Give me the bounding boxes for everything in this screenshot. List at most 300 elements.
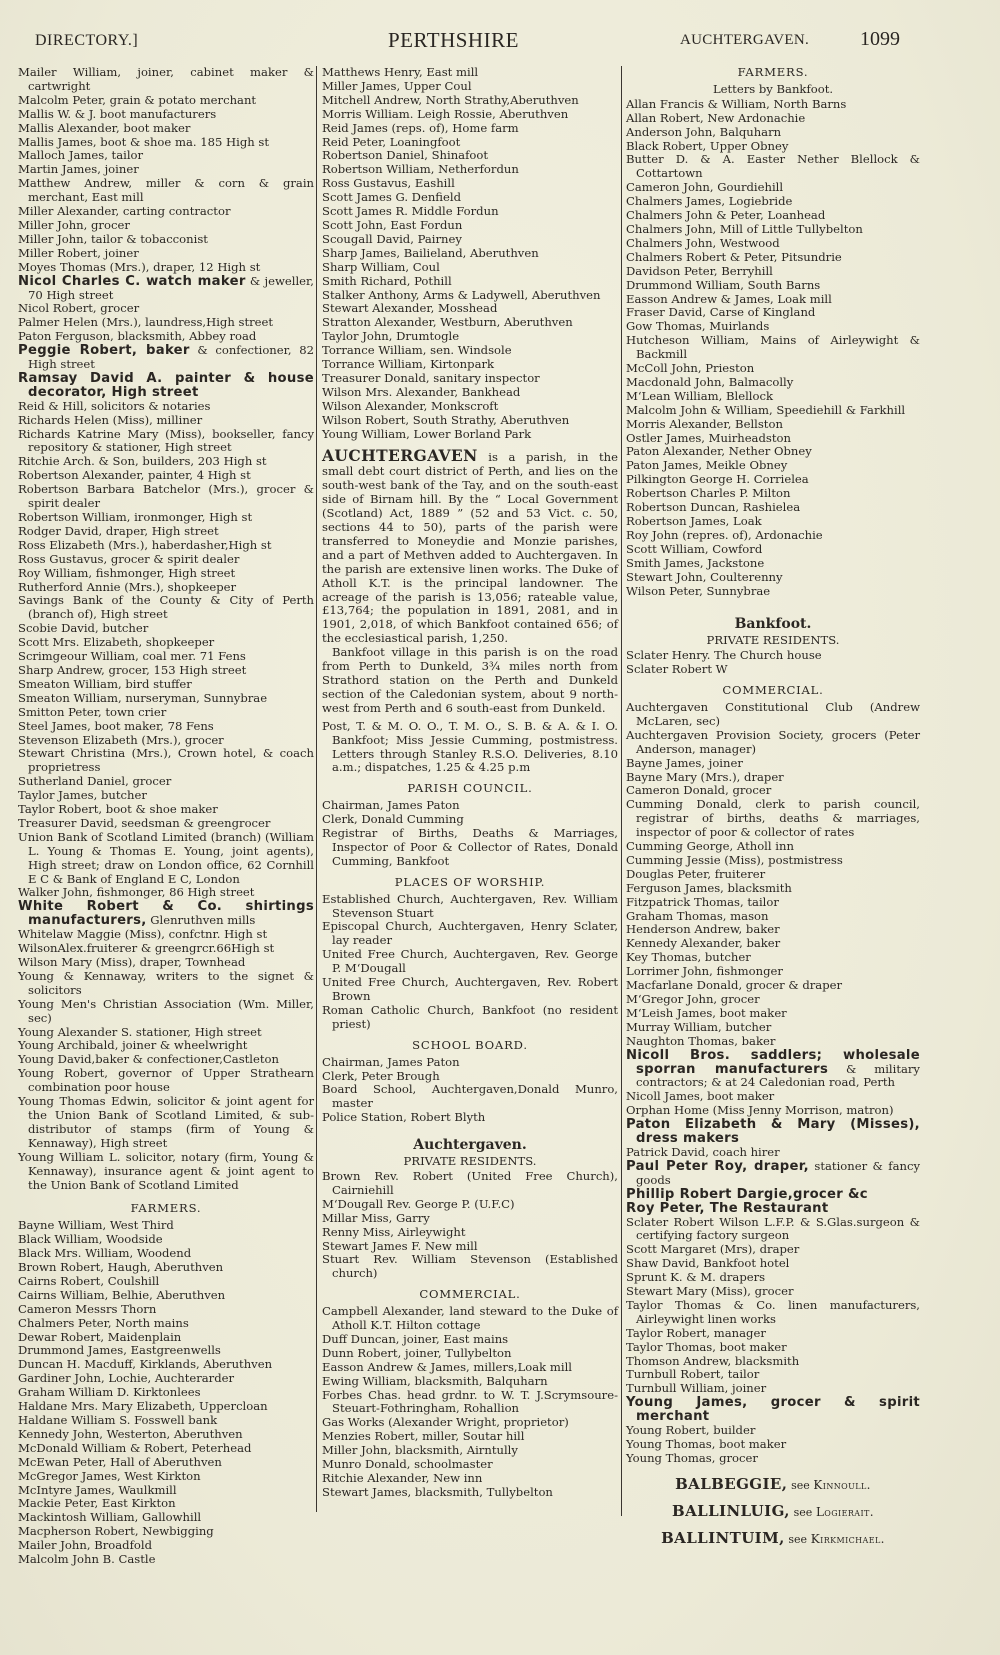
farmer-entry: Smith James, Jackstone — [626, 555, 765, 570]
directory-entry — [18, 428, 314, 456]
commercial-entry — [626, 1202, 920, 1216]
directory-entry-text: Ross Gustavus, grocer & spirit dealer — [18, 551, 240, 566]
commercial-entry-text: Ferguson James, blacksmith — [626, 880, 792, 895]
directory-entry-text: Taylor Robert, boot & shoe maker — [18, 802, 218, 817]
directory-entry-text: WilsonAlex.fruiterer & greengrcr.66High st — [18, 941, 275, 956]
running-header — [0, 28, 1000, 58]
farmer-entry: Gow Thomas, Muirlands — [626, 319, 770, 334]
directory-entry — [18, 886, 314, 900]
farmer-entry: Ross Gustavus, Eashill — [322, 176, 455, 191]
directory-entry — [18, 720, 314, 734]
commercial-entry-text: Thomson Andrew, blacksmith — [626, 1353, 800, 1368]
farmer-entry: Matthews Henry, East mill — [322, 65, 479, 79]
farmer-entry: Scott James R. Middle Fordun — [322, 204, 499, 219]
directory-entry-text: Ross Elizabeth (Mrs.), haberdasher,High st — [18, 537, 272, 552]
xref-target: Kinnoull. — [813, 1477, 871, 1492]
directory-entry — [18, 511, 314, 525]
commercial-entry — [626, 1146, 920, 1160]
directory-entry-text: Miller Robert, joiner — [18, 245, 139, 260]
school-board-entry: Clerk, Peter Brough — [322, 1068, 440, 1083]
commercial-entry — [626, 896, 920, 910]
commercial-entry-text: Henderson Andrew, baker — [626, 922, 780, 937]
directory-entry-text: Taylor James, butcher — [18, 788, 147, 803]
commercial-entry-text: Turnbull William, joiner — [626, 1381, 767, 1396]
commercial-entry — [626, 1104, 920, 1118]
directory-entry-text: Young Archibald, joiner & wheelwright — [18, 1038, 248, 1053]
farmer-entry: Pilkington George H. Corrielea — [626, 472, 809, 487]
school-board-entry: Police Station, Robert Blyth — [322, 1110, 486, 1125]
directory-entry-bold-name: Nicol Charles C. watch maker — [18, 273, 246, 289]
directory-entry — [18, 275, 314, 303]
farmer-entry: Cairns William, Belhie, Aberuthven — [18, 1287, 226, 1302]
commercial-entry-text: Young Robert, builder — [626, 1423, 756, 1438]
directory-entry — [18, 900, 314, 928]
directory-entry — [18, 316, 314, 330]
farmer-entry: Roy John (repres. of), Ardonachie — [626, 527, 823, 542]
farmer-entry: Cameron Messrs Thorn — [18, 1301, 157, 1316]
farmer-entry: Wilson Peter, Sunnybrae — [626, 583, 771, 598]
farmer-entry: Anderson John, Balquharn — [626, 124, 782, 139]
place-title-auchtergaven: Auchtergaven. — [413, 1137, 527, 1154]
xref-place: BALLINTUIM, — [661, 1528, 785, 1547]
commercial-entry — [626, 979, 920, 993]
directory-entry-bold-name: Peggie Robert, baker — [18, 343, 190, 359]
commercial-entry — [626, 1216, 920, 1244]
page-number: 1099 — [860, 28, 900, 50]
farmer-entry: Macdonald John, Balmacolly — [626, 374, 794, 389]
farmer-entry: Reid Peter, Loaningfoot — [322, 134, 461, 149]
farmer-entry: Stewart Alexander, Mosshead — [322, 301, 498, 316]
farmer-entry: Robertson Charles P. Milton — [626, 486, 791, 501]
directory-entry-text: & jeweller, 70 High street — [28, 273, 314, 302]
directory-entry-text: Smitton Peter, town crier — [18, 704, 167, 719]
commercial-entry — [626, 868, 920, 882]
commercial-list — [626, 701, 920, 1466]
resident-entry: Brown Rev. Robert (United Free Church), Cairniehill — [322, 1168, 618, 1197]
commercial-entry — [626, 1452, 920, 1466]
commercial-entry-text: Scott Margaret (Mrs), draper — [626, 1242, 800, 1257]
commercial-entry — [626, 729, 920, 757]
commercial-entry-text: Douglas Peter, fruiterer — [626, 866, 766, 881]
commercial-entry-text: Shaw David, Bankfoot hotel — [626, 1256, 790, 1271]
commercial-entry-text: Taylor Thomas, boot maker — [626, 1339, 787, 1354]
directory-entry — [18, 205, 314, 219]
commercial-entry-text: Stewart Mary (Miss), grocer — [626, 1284, 794, 1299]
xref-place: BALLINLUIG, — [672, 1501, 790, 1520]
directory-entry-text: Walker John, fishmonger, 86 High street — [18, 885, 255, 900]
commercial-entry: Campbell Alexander, land steward to the Duke of Atholl K.T. Hilton cottage — [322, 1304, 618, 1333]
farmer-entry: Wilson Mrs. Alexander, Bankhead — [322, 384, 521, 399]
farmer-entry: Easson Andrew & James, Loak mill — [626, 291, 832, 306]
cross-references — [626, 1474, 920, 1547]
directory-entry-text: Savings Bank of the County & City of Perth (branch of), High street — [18, 593, 314, 622]
directory-entry-text: Robertson William, ironmonger, High st — [18, 510, 253, 524]
cross-reference — [626, 1501, 920, 1520]
directory-entry-text: Young & Kennaway, writers to the signet & solicitors — [18, 968, 314, 997]
commercial-entry — [626, 951, 920, 965]
commercial-entry: Stewart James, blacksmith, Tullybelton — [322, 1484, 553, 1499]
resident-entry: Sclater Robert W — [626, 662, 728, 677]
directory-entry-text: Scobie David, butcher — [18, 621, 149, 636]
farmer-entry: Chalmers John & Peter, Loanhead — [626, 208, 826, 223]
bankfoot-description: Bankfoot village in this parish is on the road from Perth to Dunkeld, 3¾ miles north from Strathord station on the Perth and Dunkeld section of the Caledonian system, about 9 north-west from Perth and 6 south-east from Dunkeld. — [322, 645, 618, 715]
directory-entry-text: Rutherford Annie (Mrs.), shopkeeper — [18, 579, 237, 594]
directory-entry-bold-name: Ramsay David A. painter & house decorator, High street — [18, 370, 314, 400]
farmer-entry: McEwan Peter, Hall of Aberuthven — [18, 1454, 222, 1469]
directory-entry-text: Young Thomas Edwin, solicitor & joint agent for the Union Bank of Scotland Limited, & sub-distributor of stamps (firm of Young & Kennaway), High street — [18, 1094, 314, 1150]
directory-entry-text: Scott Mrs. Elizabeth, shopkeeper — [18, 635, 215, 650]
commercial-entry-text: Macfarlane Donald, grocer & draper — [626, 978, 843, 993]
directory-entry — [18, 664, 314, 678]
directory-entry — [18, 261, 314, 275]
directory-entry-text: Martin James, joiner — [18, 162, 139, 177]
farmer-entry: McDonald William & Robert, Peterhead — [18, 1440, 252, 1455]
school-board-entry: Board School, Auchtergaven,Donald Munro, master — [322, 1082, 618, 1111]
farmer-entry: Macpherson Robert, Newbigging — [18, 1524, 214, 1539]
commercial-entry-text: Key Thomas, butcher — [626, 950, 751, 965]
place-title-bankfoot: Bankfoot. — [734, 616, 812, 633]
farmer-entry: Torrance William, sen. Windsole — [322, 343, 512, 358]
farmer-entry: Robertson Daniel, Shinafoot — [322, 148, 489, 163]
private-residents-list — [626, 649, 920, 677]
directory-entry — [18, 706, 314, 720]
directory-entry — [18, 302, 314, 316]
commercial-entry-text: Lorrimer John, fishmonger — [626, 964, 783, 979]
farmer-entry: Morris William. Leigh Rossie, Aberuthven — [322, 106, 569, 121]
post-office-info: Post, T. & M. O. O., T. M. O., S. B. & A. & I. O. Bankfoot; Miss Jessie Cumming, postmistress. Letters through Stanley R.S.O. Deliveries, 8.10 a.m.; dispatches, 1.25 & 4.25 p.m — [322, 718, 618, 775]
resident-entry: Stewart James F. New mill — [322, 1238, 478, 1253]
commercial-entry — [626, 1021, 920, 1035]
commercial-entry — [626, 965, 920, 979]
commercial-list — [322, 1305, 618, 1500]
directory-entry-text: Young Robert, governor of Upper Strathearn combination poor house — [18, 1066, 314, 1095]
farmer-entry: Stratton Alexander, Westburn, Aberuthven — [322, 315, 573, 330]
directory-entry — [18, 942, 314, 956]
directory-entry-text: Treasurer David, seedsman & greengrocer — [18, 815, 271, 830]
commercial-entry — [626, 1035, 920, 1049]
directory-entry — [18, 66, 314, 94]
directory-entry-text: Mallis James, boot & shoe ma. 185 High st — [18, 134, 270, 149]
resident-entry: M‘Dougall Rev. George P. (U.F.C) — [322, 1196, 515, 1211]
xref-see: see — [791, 1478, 810, 1492]
commercial-entry — [626, 1118, 920, 1146]
directory-entry-text: Malcolm Peter, grain & potato merchant — [18, 92, 257, 107]
commercial-entry-text: & military contractors; & at 24 Caledonian road, Perth — [636, 1061, 920, 1090]
directory-entry-text: Young Men's Christian Association (Wm. Miller, sec) — [18, 996, 314, 1025]
resident-entry: Sclater Henry. The Church house — [626, 648, 822, 663]
directory-entry — [18, 372, 314, 400]
commercial-entry — [626, 1368, 920, 1382]
parish-name: AUCHTERGAVEN — [322, 446, 478, 466]
directory-entry — [18, 567, 314, 581]
directory-entry — [18, 553, 314, 567]
commercial-entry: Easson Andrew & James, millers,Loak mill — [322, 1359, 572, 1374]
commercial-entry — [626, 937, 920, 951]
directory-entry — [18, 525, 314, 539]
commercial-entry — [626, 1438, 920, 1452]
farmer-entry: Sharp James, Bailieland, Aberuthven — [322, 245, 539, 260]
directory-entry-text: Palmer Helen (Mrs.), laundress,High street — [18, 315, 274, 330]
commercial-entry — [626, 1327, 920, 1341]
directory-entry — [18, 483, 314, 511]
farmer-entry: Smith Richard, Pothill — [322, 273, 452, 288]
farmer-entry: Robertson Duncan, Rashielea — [626, 500, 801, 515]
farmer-entry: Cameron John, Gourdiehill — [626, 180, 784, 195]
trade-entries — [18, 66, 314, 1192]
farmer-entry: Hutcheson William, Mains of Airleywight & Backmill — [626, 333, 920, 362]
commercial-entry: Ritchie Alexander, New inn — [322, 1471, 483, 1485]
directory-entry — [18, 594, 314, 622]
farmer-entry: Cairns Robert, Coulshill — [18, 1273, 160, 1288]
commercial-entry-text: Orphan Home (Miss Jenny Morrison, matron) — [626, 1103, 894, 1118]
directory-entry — [18, 803, 314, 817]
commercial-entry — [626, 1090, 920, 1104]
farmer-entry: Paton James, Meikle Obney — [626, 458, 788, 473]
farmers-list — [18, 1219, 314, 1567]
directory-entry — [18, 1039, 314, 1053]
farmer-entry: Graham William D. Kirktonlees — [18, 1385, 201, 1400]
private-residents-heading: PRIVATE RESIDENTS. — [403, 1154, 537, 1169]
parish-description — [322, 446, 618, 646]
directory-entry — [18, 678, 314, 692]
commercial-entry-text: Fitzpatrick Thomas, tailor — [626, 894, 779, 909]
commercial-entry-text: Nicoll James, boot maker — [626, 1089, 775, 1104]
directory-entry — [18, 136, 314, 150]
commercial-entry-text: Bayne Mary (Mrs.), draper — [626, 769, 784, 784]
directory-entry-text: Steel James, boot maker, 78 Fens — [18, 718, 214, 733]
directory-entry-text: Young Alexander S. stationer, High street — [18, 1024, 262, 1039]
column-3 — [626, 66, 920, 1547]
farmer-entry: Mackintosh William, Gallowhill — [18, 1510, 202, 1525]
farmer-entry: Chalmers John, Mill of Little Tullybelton — [626, 221, 863, 236]
directory-entry — [18, 247, 314, 261]
directory-entry — [18, 692, 314, 706]
directory-entry-text: Whitelaw Maggie (Miss), confctnr. High st — [18, 927, 268, 942]
directory-entry-text: Richards Helen (Miss), milliner — [18, 412, 203, 427]
farmer-entry: Davidson Peter, Berryhill — [626, 263, 773, 278]
commercial-entry: Gas Works (Alexander Wright, proprietor) — [322, 1415, 569, 1430]
commercial-entry: Munro Donald, schoolmaster — [322, 1457, 493, 1472]
farmer-entry: Stewart John, Coulterenny — [626, 569, 783, 584]
farmers-note: Letters by Bankfoot. — [712, 81, 834, 96]
farmer-entry: Chalmers Robert & Peter, Pitsundrie — [626, 249, 842, 264]
directory-entry-text: Rodger David, draper, High street — [18, 523, 219, 538]
farmer-entry: Reid James (reps. of), Home farm — [322, 120, 519, 135]
directory-entry — [18, 163, 314, 177]
farmer-entry: Kennedy John, Westerton, Aberuthven — [18, 1426, 243, 1441]
farmer-entry: Torrance William, Kirtonpark — [322, 357, 495, 372]
commercial-entry — [626, 1257, 920, 1271]
resident-entry: Renny Miss, Airleywight — [322, 1224, 466, 1239]
commercial-entry-text: Sclater Robert Wilson L.F.P. & S.Glas.surgeon & certifying factory surgeon — [626, 1214, 920, 1243]
commercial-entry-text: Patrick David, coach hirer — [626, 1144, 780, 1159]
directory-entry-text: Robertson Barbara Batchelor (Mrs.), grocer & spirit dealer — [18, 482, 314, 511]
commercial-entry — [626, 1160, 920, 1188]
header-section: AUCHTERGAVEN. — [680, 32, 810, 48]
commercial-entry: Dunn Robert, joiner, Tullybelton — [322, 1345, 512, 1360]
directory-entry — [18, 734, 314, 748]
farmer-entry: Mitchell Andrew, North Strathy,Aberuthven — [322, 92, 579, 107]
commercial-entry-text: Graham Thomas, mason — [626, 908, 769, 923]
commercial-entry-text: Cumming Donald, clerk to parish council, registrar of births, deaths & marriages, inspector of poor & collector of rates — [626, 797, 920, 840]
farmers-list — [626, 98, 920, 599]
commercial-entry — [626, 757, 920, 771]
commercial-entry — [626, 1396, 920, 1424]
farmer-entry: Taylor John, Drumtogle — [322, 329, 460, 344]
commercial-entry-text: Taylor Robert, manager — [626, 1325, 766, 1340]
school-board-heading: SCHOOL BOARD. — [412, 1037, 528, 1052]
commercial-entry — [626, 1271, 920, 1285]
directory-entry — [18, 400, 314, 414]
commercial-entry: Menzies Robert, miller, Soutar hill — [322, 1429, 525, 1444]
farmer-entry: Haldane Mrs. Mary Elizabeth, Uppercloan — [18, 1399, 268, 1414]
worship-list — [322, 893, 618, 1032]
council-entry: Chairman, James Paton — [322, 798, 460, 813]
farmer-entry: Ostler James, Muirheadston — [626, 430, 791, 445]
farmer-entry: Treasurer Donald, sanitary inspector — [322, 370, 540, 385]
farmer-entry: Dewar Robert, Maidenplain — [18, 1329, 182, 1344]
farmer-entry: Chalmers James, Logiebride — [626, 194, 793, 209]
directory-entry — [18, 1053, 314, 1067]
farmer-entry: Robertson James, Loak — [626, 514, 762, 528]
header-title: PERTHSHIRE — [388, 28, 519, 52]
commercial-heading: COMMERCIAL. — [722, 683, 824, 698]
commercial-entry-text: Cameron Donald, grocer — [626, 783, 772, 798]
commercial-entry — [626, 798, 920, 840]
directory-entry — [18, 998, 314, 1026]
directory-entry-bold-name: White Robert & Co. shirtings manufacturers, — [18, 899, 314, 929]
directory-entry — [18, 539, 314, 553]
commercial-entry — [626, 1341, 920, 1355]
directory-entry — [18, 817, 314, 831]
farmer-entry: Scougall David, Pairney — [322, 231, 462, 246]
commercial-heading: COMMERCIAL. — [419, 1287, 521, 1302]
commercial-entry: Miller John, blacksmith, Airntully — [322, 1443, 518, 1458]
commercial-entry — [626, 784, 920, 798]
school-board-list — [322, 1056, 618, 1126]
farmer-entry: Chalmers Peter, North mains — [18, 1315, 189, 1330]
commercial-entry-text: Cumming Jessie (Miss), postmistress — [626, 852, 843, 867]
farmer-entry: Scott John, East Fordun — [322, 217, 463, 232]
farmer-entry: Black Mrs. William, Woodend — [18, 1246, 192, 1261]
commercial-entry-text: Young Thomas, grocer — [626, 1450, 758, 1465]
commercial-entry — [626, 1424, 920, 1438]
directory-entry-text: Ritchie Arch. & Son, builders, 203 High st — [18, 454, 267, 469]
farmers-heading: FARMERS. — [737, 65, 809, 79]
directory-entry — [18, 469, 314, 483]
commercial-entry-bold-name: Paton Elizabeth & Mary (Misses), dress makers — [626, 1117, 920, 1147]
directory-entry — [18, 1026, 314, 1040]
commercial-entry-text: Turnbull Robert, tailor — [626, 1367, 760, 1382]
directory-entry — [18, 108, 314, 122]
directory-entry-text: Miller Alexander, carting contractor — [18, 204, 231, 219]
commercial-entry-text: Naughton Thomas, baker — [626, 1033, 776, 1048]
worship-heading: PLACES OF WORSHIP. — [394, 874, 546, 889]
farmer-entry: Wilson Robert, South Strathy, Aberuthven — [322, 412, 570, 427]
xref-target: Logierait. — [815, 1504, 874, 1519]
commercial-entry — [626, 1049, 920, 1091]
farmer-entry: Malcolm John B. Castle — [18, 1552, 156, 1567]
commercial-entry — [626, 993, 920, 1007]
commercial-entry — [626, 701, 920, 729]
farmer-entry: Chalmers John, Westwood — [626, 235, 780, 250]
farmer-entry: Young William, Lower Borland Park — [322, 426, 532, 441]
farmer-entry: Allan Francis & William, North Barns — [626, 96, 847, 111]
farmers-list-continued — [322, 66, 618, 441]
commercial-entry: Duff Duncan, joiner, East mains — [322, 1331, 509, 1346]
commercial-entry — [626, 1285, 920, 1299]
cross-reference — [626, 1474, 920, 1493]
cross-reference — [626, 1528, 920, 1547]
directory-entry — [18, 330, 314, 344]
directory-entry — [18, 1151, 314, 1193]
directory-entry — [18, 581, 314, 595]
column-rule-2 — [621, 66, 622, 1516]
directory-entry — [18, 414, 314, 428]
commercial-entry — [626, 882, 920, 896]
private-residents-list — [322, 1170, 618, 1281]
farmer-entry: Black Robert, Upper Obney — [626, 138, 789, 153]
xref-see: see — [793, 1505, 813, 1519]
directory-entry-text: Mallis Alexander, boot maker — [18, 120, 191, 135]
xref-place: BALBEGGIE, — [675, 1474, 788, 1493]
farmer-entry: McIntyre James, Waulkmill — [18, 1482, 177, 1497]
commercial-entry-text: Sprunt K. & M. drapers — [626, 1270, 766, 1285]
commercial-entry-bold-name: Nicoll Bros. saddlers; wholesale sporran manufacturers — [626, 1047, 920, 1077]
directory-entry-text: Malloch James, tailor — [18, 148, 144, 163]
worship-entry: Episcopal Church, Auchtergaven, Henry Sclater, lay reader — [322, 919, 618, 948]
directory-entry — [18, 775, 314, 789]
farmer-entry: McColl John, Prieston — [626, 361, 755, 376]
column-2 — [322, 66, 618, 1500]
worship-entry: Established Church, Auchtergaven, Rev. William Stevenson Stuart — [322, 891, 618, 920]
directory-entry-text: Paton Ferguson, blacksmith, Abbey road — [18, 329, 257, 344]
directory-entry-text: Roy William, fishmonger, High street — [18, 565, 236, 580]
commercial-entry-text: Cumming George, Atholl inn — [626, 839, 794, 854]
commercial-entry — [626, 840, 920, 854]
resident-entry: Stuart Rev. William Stevenson (Established church) — [322, 1252, 618, 1281]
column-rule-1 — [316, 66, 317, 1166]
commercial-entry-text: Murray William, butcher — [626, 1019, 772, 1034]
directory-entry-text: Moyes Thomas (Mrs.), draper, 12 High st — [18, 259, 261, 274]
directory-entry-text: Reid & Hill, solicitors & notaries — [18, 398, 211, 413]
directory-entry — [18, 455, 314, 469]
directory-entry-text: Wilson Mary (Miss), draper, Townhead — [18, 955, 246, 969]
farmer-entry: Butter D. & A. Easter Nether Blellock & Cottartown — [626, 152, 920, 181]
commercial-entry — [626, 854, 920, 868]
farmer-entry: Black William, Woodside — [18, 1232, 163, 1247]
directory-entry — [18, 233, 314, 247]
commercial-entry — [626, 1188, 920, 1202]
commercial-entry — [626, 1243, 920, 1257]
farmer-entry: Brown Robert, Haugh, Aberuthven — [18, 1260, 224, 1275]
commercial-entry-bold-name: Young James, grocer & spirit merchant — [626, 1395, 920, 1425]
directory-entry-text: Young David,baker & confectioner,Castleton — [18, 1052, 279, 1067]
commercial-entry-text: Auchtergaven Provision Society, grocers (Peter Anderson, manager) — [626, 727, 920, 756]
directory-entry-text: & confectioner, 82 High street — [28, 343, 314, 372]
farmer-entry: Bayne William, West Third — [18, 1218, 174, 1233]
directory-entry-text: Miller John, tailor & tobacconist — [18, 231, 208, 246]
commercial-entry — [626, 1299, 920, 1327]
farmer-entry: Malcolm John & William, Speediehill & Farkhill — [626, 402, 906, 417]
parish-council-list — [322, 799, 618, 869]
directory-entry-text: Sharp Andrew, grocer, 153 High street — [18, 662, 247, 677]
school-board-entry: Chairman, James Paton — [322, 1054, 460, 1069]
farmer-entry: McGregor James, West Kirkton — [18, 1468, 201, 1483]
farmer-entry: Allan Robert, New Ardonachie — [626, 110, 806, 125]
directory-entry-text: Mallis W. & J. boot manufacturers — [18, 106, 217, 121]
directory-entry — [18, 747, 314, 775]
